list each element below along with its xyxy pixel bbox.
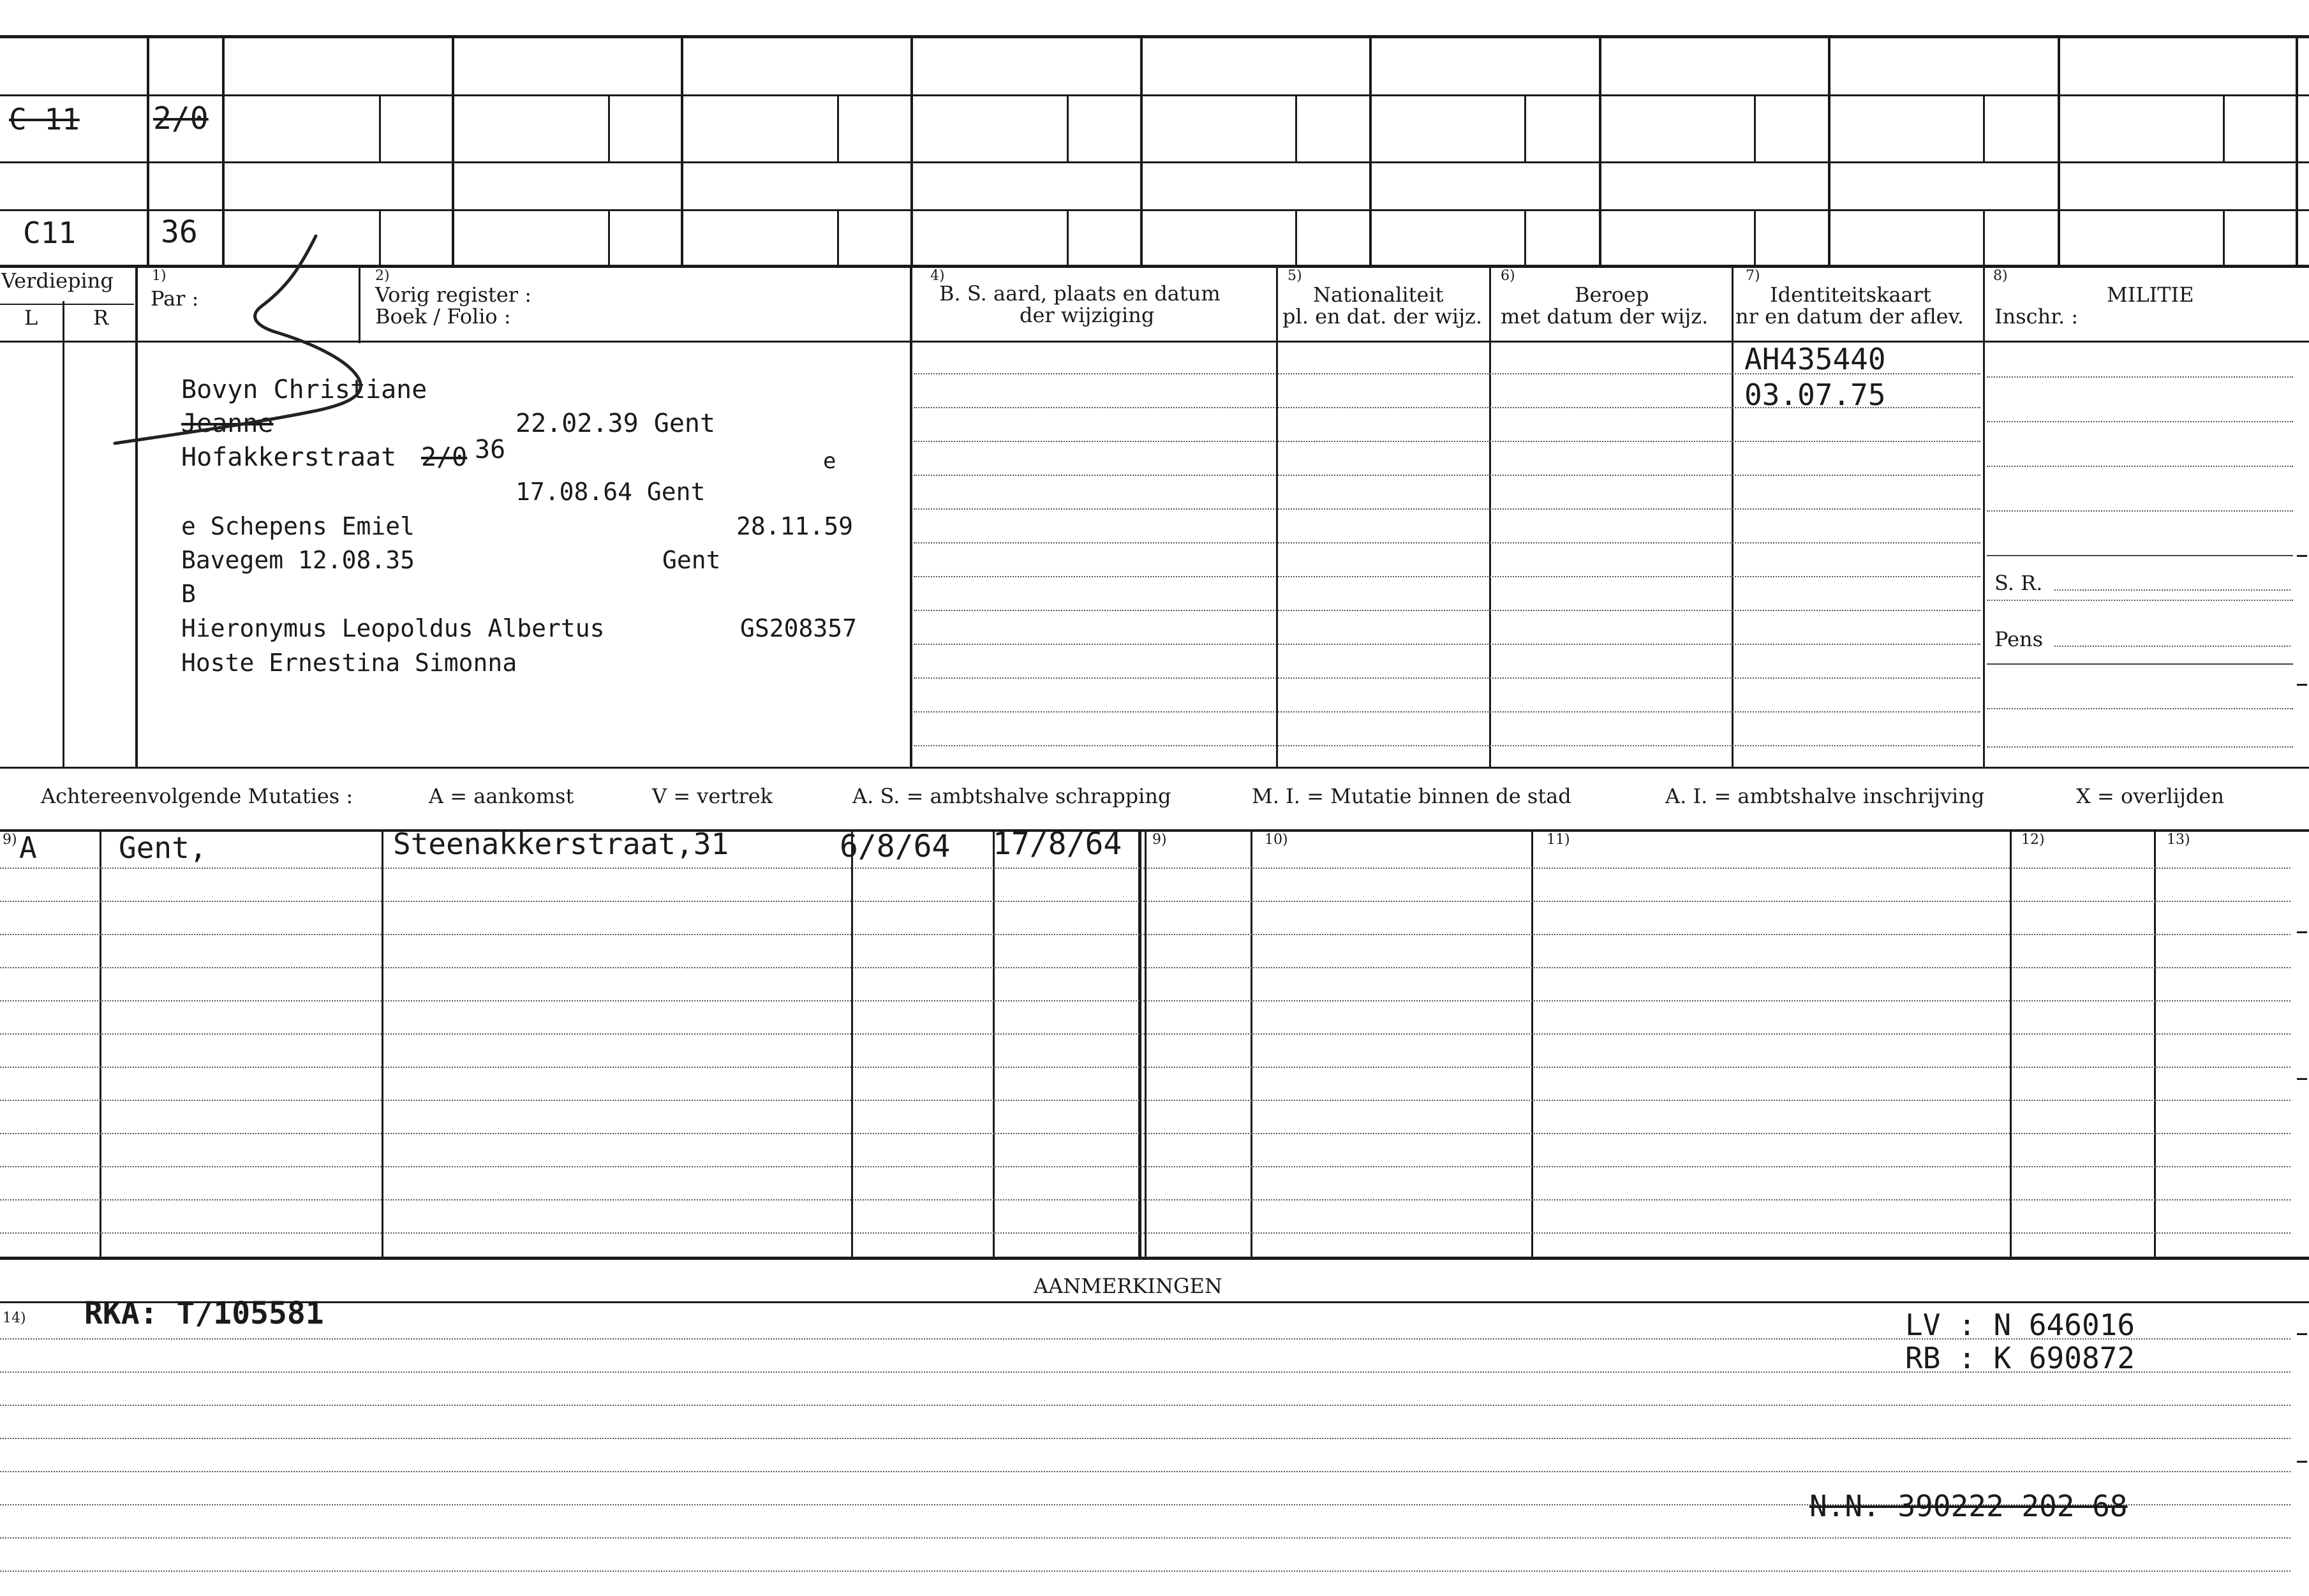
note-8: 8)	[1993, 268, 2008, 284]
person-birth: 22.02.39 Gent	[516, 409, 716, 438]
note-12: 12)	[2021, 832, 2045, 848]
top-row1-right: 2/0	[153, 101, 209, 137]
note-9b: 9)	[1152, 832, 1167, 848]
pens-label: Pens	[1994, 627, 2044, 651]
remarks-lv: LV : N 646016	[1905, 1308, 2135, 1342]
beroep-header-line2: met datum der wijz.	[1501, 304, 1709, 329]
person-date2: 17.08.64 Gent	[516, 478, 706, 506]
legend-title: Achtereenvolgende Mutaties :	[41, 784, 353, 808]
note-4: 4)	[930, 268, 945, 284]
sr-label: S. R.	[1994, 571, 2043, 595]
remarks-title: AANMERKINGEN	[1034, 1274, 1222, 1298]
id-card-number: AH435440	[1744, 342, 1886, 376]
inschr-label: Inschr. :	[1994, 304, 2079, 329]
person-place3: Gent	[662, 546, 721, 574]
note-9a: 9)	[3, 832, 17, 848]
mutation-city: Gent,	[119, 831, 207, 865]
legend-x: X = overlijden	[2076, 784, 2224, 808]
remarks-rka: RKA: T/105581	[84, 1296, 324, 1331]
id-header-line2: nr en datum der aflev.	[1735, 304, 1964, 329]
legend-ai: A. I. = ambtshalve inschrijving	[1665, 784, 1985, 808]
note-6: 6)	[1501, 268, 1515, 284]
note-11: 11)	[1547, 832, 1570, 848]
note-1: 1)	[152, 268, 167, 284]
person-e-mark: e	[823, 448, 836, 474]
par-label: Par :	[151, 286, 199, 311]
note-2: 2)	[375, 268, 390, 284]
note-10: 10)	[1265, 832, 1288, 848]
note-13: 13)	[2167, 832, 2190, 848]
verdieping-r: R	[93, 306, 109, 330]
pen-stroke-mark	[102, 230, 459, 459]
id-card-date: 03.07.75	[1744, 378, 1886, 412]
nat-header-line1: Nationaliteit	[1313, 283, 1444, 307]
top-row2-right: 36	[161, 214, 198, 250]
mutation-type: A	[19, 831, 37, 865]
mutation-date1: 6/8/64	[840, 829, 951, 864]
note-5: 5)	[1288, 268, 1302, 284]
legend-as: A. S. = ambtshalve schrapping	[852, 784, 1171, 808]
person-street: Hofakkerstraat	[181, 443, 397, 472]
person-father: Hieronymus Leopoldus Albertus	[181, 614, 605, 642]
id-header-line1: Identiteitskaart	[1770, 283, 1931, 307]
person-mother: Hoste Ernestina Simonna	[181, 649, 517, 677]
legend-a: A = aankomst	[429, 784, 574, 808]
mutation-date2: 17/8/64	[993, 826, 1122, 862]
top-row1-left: C 11	[9, 102, 80, 137]
person-new-number: 36	[475, 435, 506, 464]
top-row2-left: C11	[23, 216, 77, 250]
remarks-nn: N.N. 390222 202 68	[1809, 1489, 2128, 1523]
person-old-number: 2/0	[421, 443, 468, 472]
militie-label: MILITIE	[2107, 283, 2194, 307]
person-spouse: e Schepens Emiel	[181, 512, 415, 540]
person-name-line2: Jeanne	[181, 409, 274, 438]
bs-header-line1: B. S. aard, plaats en datum	[939, 281, 1221, 306]
remarks-rb: RB : K 690872	[1905, 1341, 2135, 1375]
verdieping-label: Verdieping	[1, 269, 114, 293]
bs-header-line2: der wijziging	[1020, 303, 1155, 327]
vorig-register-label: Vorig register :	[375, 283, 532, 307]
verdieping-l: L	[24, 306, 38, 330]
nat-header-line2: pl. en dat. der wijz.	[1282, 304, 1483, 329]
person-date3: 28.11.59	[736, 512, 854, 540]
legend-v: V = vertrek	[652, 784, 773, 808]
note-14: 14)	[3, 1310, 26, 1326]
mutation-street: Steenakkerstraat,31	[393, 827, 729, 861]
person-spouse-birth: Bavegem 12.08.35	[181, 546, 415, 574]
note-7: 7)	[1746, 268, 1760, 284]
person-code: GS208357	[740, 614, 858, 642]
legend-mi: M. I. = Mutatie binnen de stad	[1252, 784, 1571, 808]
boek-folio-label: Boek / Folio :	[375, 304, 511, 329]
person-b-mark: B	[181, 580, 196, 608]
person-name-line1: Bovyn Christiane	[181, 375, 427, 404]
beroep-header-line1: Beroep	[1575, 283, 1649, 307]
